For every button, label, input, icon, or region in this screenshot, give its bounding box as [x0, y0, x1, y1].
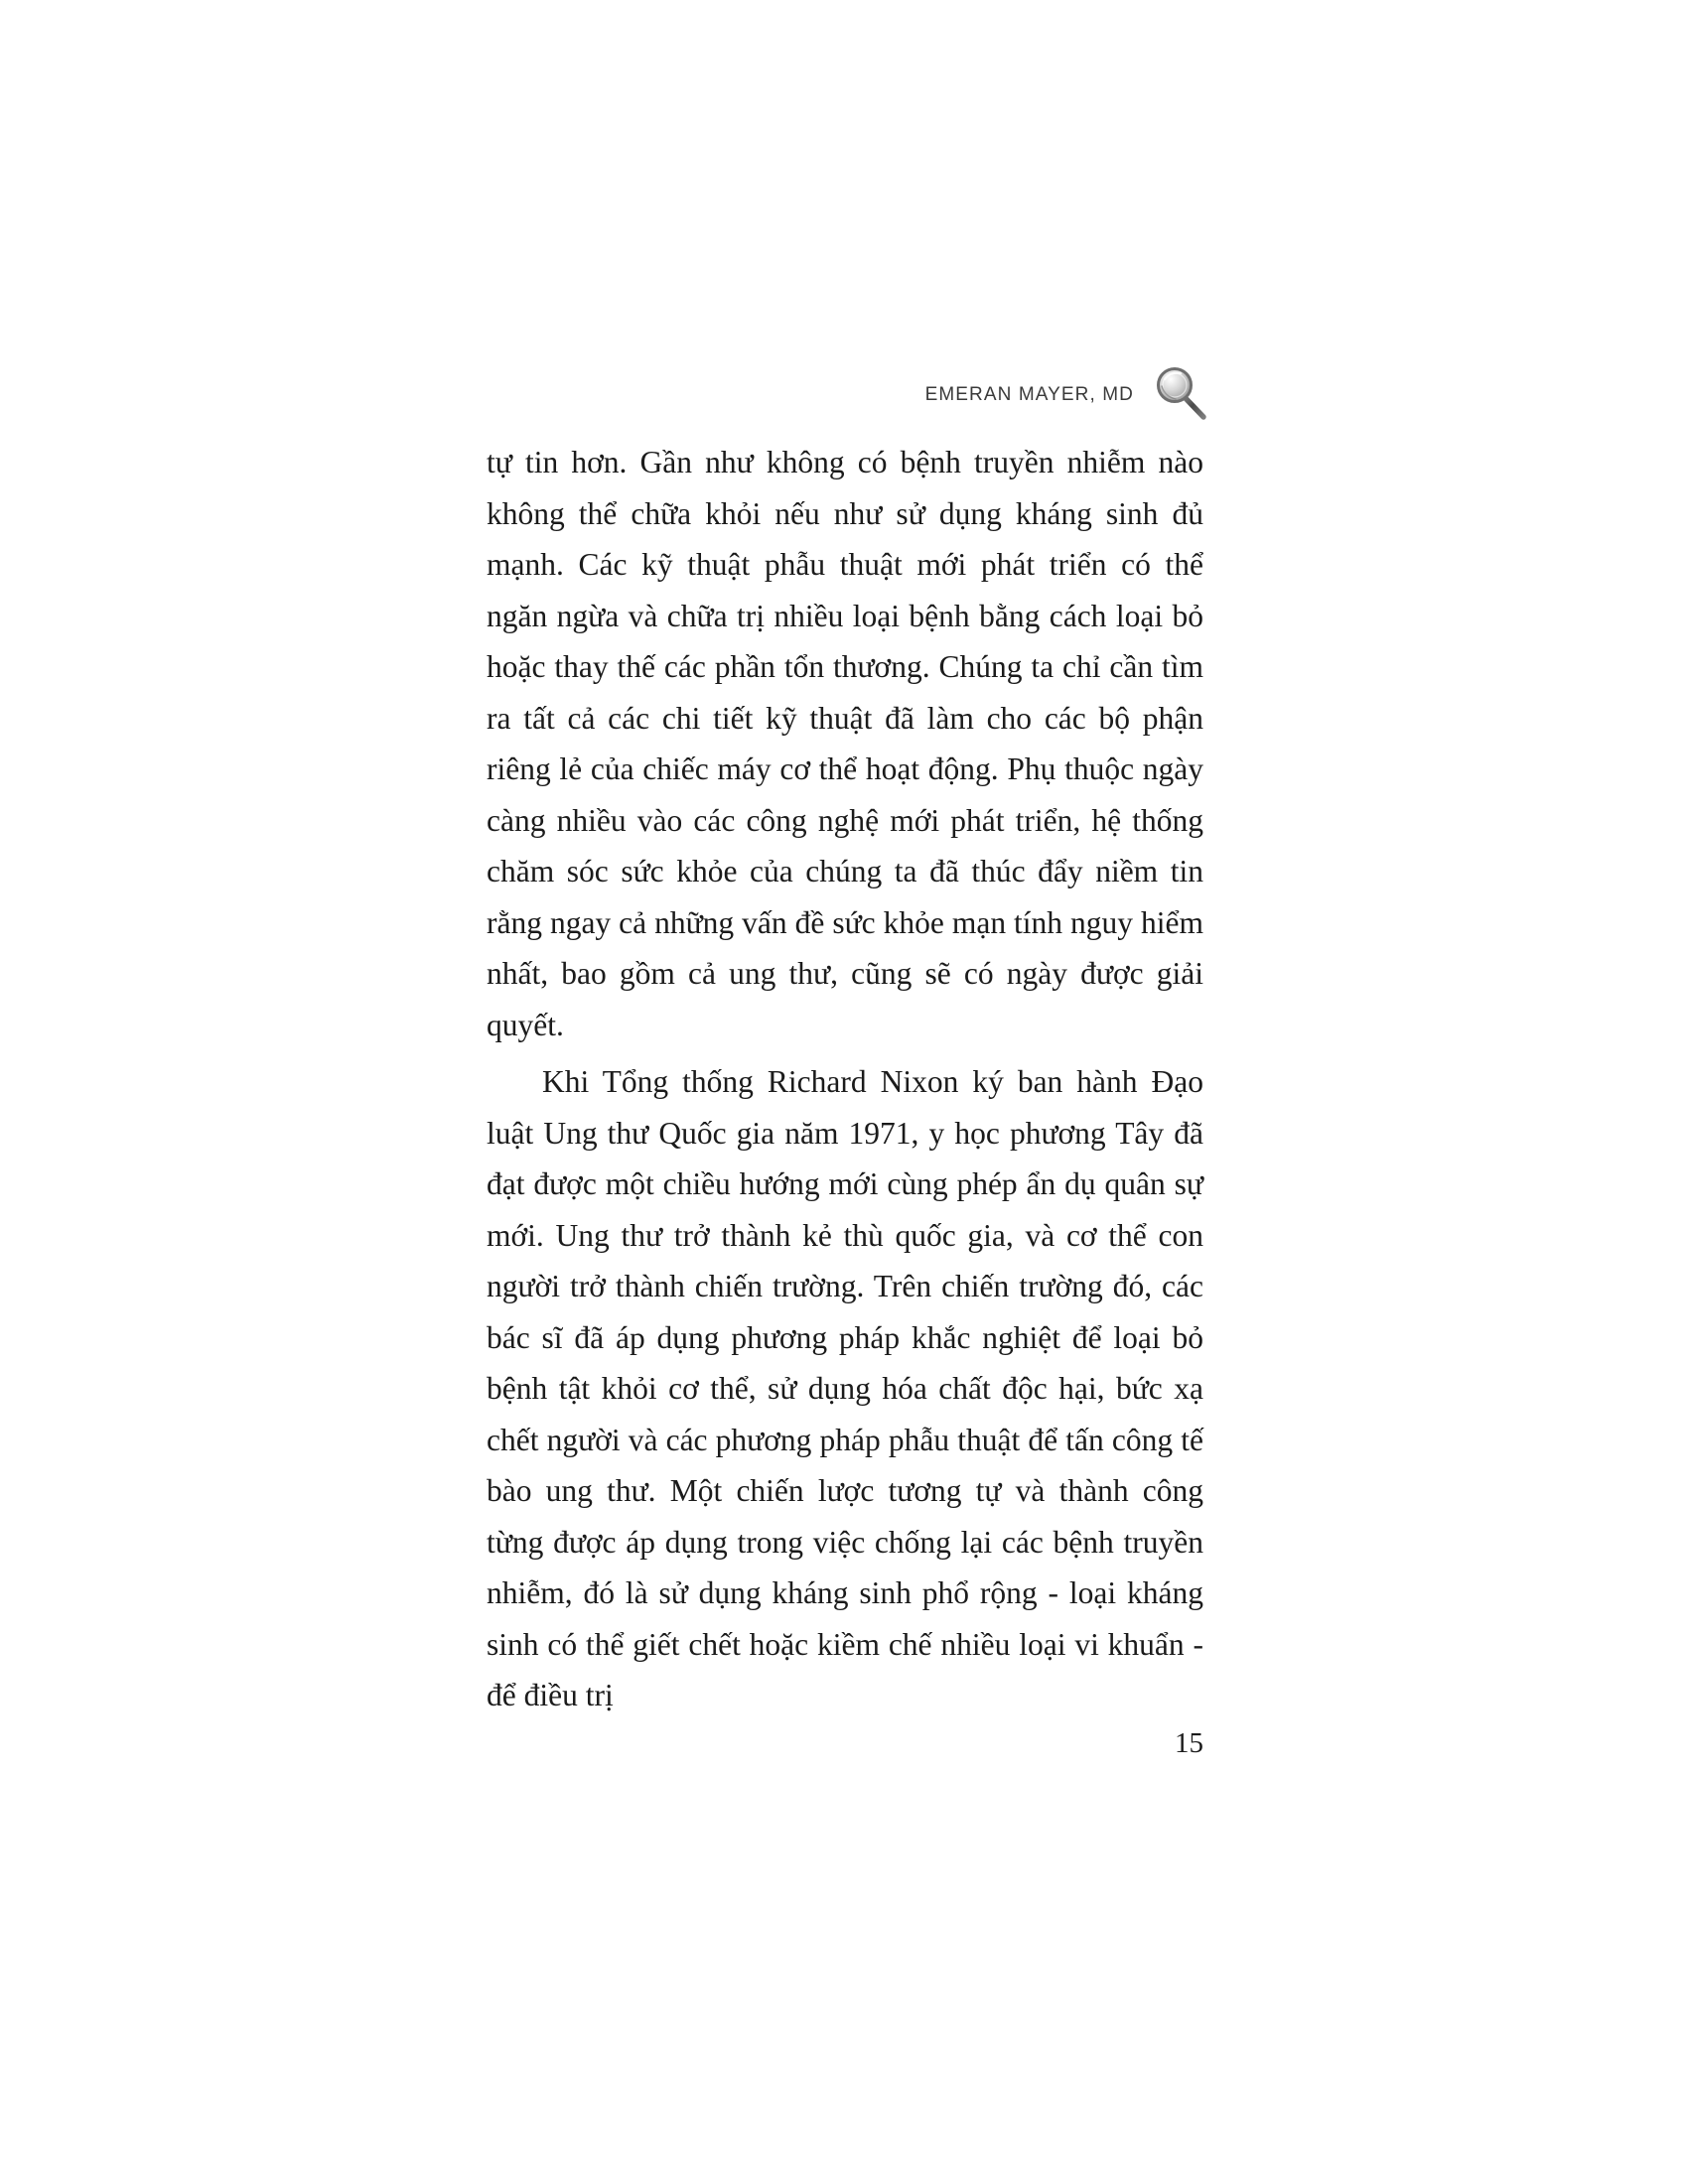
page-body — [487, 437, 1203, 1721]
running-head-title: EMERAN MAYER, MD — [924, 384, 1134, 405]
running-head — [487, 367, 1221, 427]
magnifying-glass-ornament-icon — [1148, 360, 1221, 434]
page-number: 15 — [1175, 1727, 1203, 1759]
paragraph: tự tin hơn. Gần như không có bệnh truyền nhiễm nào không thể chữa khỏi nếu như sử dụng kháng sinh đủ mạnh. Các kỹ thuật phẫu thuật mới phát triển có thể ngăn ngừa và chữa trị nhiều loại bệnh bằng cách loại bỏ hoặc thay thế các phần tổn thương. Chúng ta chỉ cần tìm ra tất cả các chi tiết kỹ thuật đã làm cho các bộ phận riêng lẻ của chiếc máy cơ thể hoạt động. Phụ thuộc ngày càng nhiều vào các công nghệ mới phát triển, hệ thống chăm sóc sức khỏe của chúng ta đã thúc đẩy niềm tin rằng ngay cả những vấn đề sức khỏe mạn tính nguy hiểm nhất, bao gồm cả ung thư, cũng sẽ có ngày được giải quyết. — [487, 445, 1203, 1042]
paragraph: Khi Tổng thống Richard Nixon ký ban hành Đạo luật Ung thư Quốc gia năm 1971, y học phương Tây đã đạt được một chiều hướng mới cùng phép ẩn dụ quân sự mới. Ung thư trở thành kẻ thù quốc gia, và cơ thể con người trở thành chiến trường. Trên chiến trường đó, các bác sĩ đã áp dụng phương pháp khắc nghiệt để loại bỏ bệnh tật khỏi cơ thể, sử dụng hóa chất độc hại, bức xạ chết người và các phương pháp phẫu thuật để tấn công tế bào ung thư. Một chiến lược tương tự và thành công từng được áp dụng trong việc chống lại các bệnh truyền nhiễm, đó là sử dụng kháng sinh phổ rộng - loại kháng sinh có thể giết chết hoặc kiềm chế nhiều loại vi khuẩn - để điều trị — [487, 1064, 1203, 1712]
